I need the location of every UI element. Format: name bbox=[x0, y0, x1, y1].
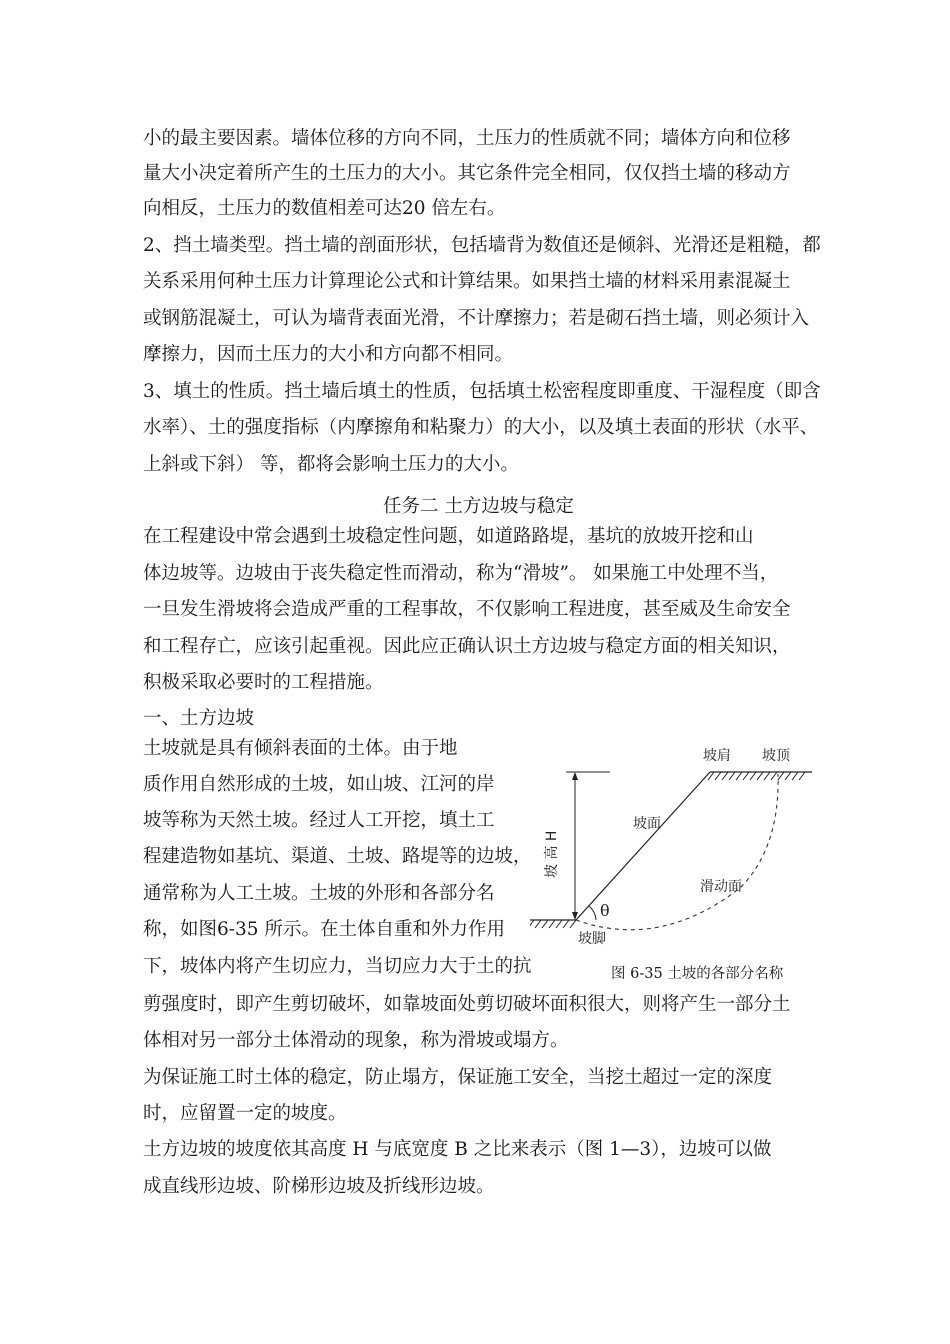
paragraph-line: 时，应留置一定的坡度。 bbox=[143, 1103, 347, 1124]
paragraph-line: 向相反，土压力的数值相差可达20 倍左右。 bbox=[143, 198, 506, 219]
paragraph-line: 3、填土的性质。挡土墙后填土的性质，包括填土松密程度即重度、干湿程度（即含 bbox=[143, 381, 821, 402]
paragraph-line: 摩擦力，因而土压力的大小和方向都不相同。 bbox=[143, 344, 514, 365]
intro-line: 体边坡等。边坡由于丧失稳定性而滑动，称为“滑坡”。 如果施工中处理不当， bbox=[143, 563, 779, 584]
wrapped-line: 下，坡体内将产生切应力，当切应力大于土的抗 bbox=[143, 956, 532, 977]
height-arrow-top bbox=[572, 772, 578, 780]
crest-hatching bbox=[708, 772, 805, 780]
wrapped-line: 坡等称为天然土坡。经过人工开挖，填土工 bbox=[143, 810, 495, 831]
slope-diagram bbox=[530, 738, 820, 956]
figure-caption: 图 6-35 土坡的各部分名称 bbox=[611, 966, 784, 982]
wrapped-line: 程建造物如基坑、渠道、土坡、路堤等的边坡， bbox=[143, 846, 532, 867]
paragraph-line: 成直线形边坡、阶梯形边坡及折线形边坡。 bbox=[143, 1176, 495, 1197]
angle-label: θ bbox=[600, 901, 610, 920]
paragraph-line: 为保证施工时土体的稳定，防止塌方，保证施工安全，当挖土超过一定的深度 bbox=[143, 1067, 773, 1088]
wrapped-line: 称，如图6-35 所示。在土体自重和外力作用 bbox=[143, 919, 505, 940]
section-title: 一、土方边坡 bbox=[143, 708, 255, 729]
toe-hatching bbox=[530, 920, 576, 928]
wrapped-line: 土坡就是具有倾斜表面的土体。由于地 bbox=[143, 738, 458, 759]
wrapped-line: 质作用自然形成的土坡，如山坡、江河的岸 bbox=[143, 774, 495, 795]
angle-arc bbox=[589, 906, 596, 920]
shoulder-label: 坡肩 bbox=[703, 748, 731, 764]
slip-surface-label: 滑动面 bbox=[700, 879, 742, 895]
paragraph-line: 体相对另一部分土体滑动的现象，称为滑坡或塌方。 bbox=[143, 1030, 569, 1051]
paragraph-line: 水率）、土的强度指标（内摩擦角和粘聚力）的大小，以及填土表面的形状（水平、 bbox=[143, 417, 819, 438]
paragraph-line: 量大小决定着所产生的土压力的大小。其它条件完全相同，仅仅挡土墙的移动方 bbox=[143, 163, 791, 184]
crest-top-label: 坡顶 bbox=[762, 748, 790, 764]
paragraph-line: 土方边坡的坡度依其高度 H 与底宽度 B 之比来表示（图 1—3），边坡可以做 bbox=[143, 1139, 772, 1160]
paragraph-line: 或钢筋混凝土，可认为墙背表面光滑，不计摩擦力；若是砌石挡土墙，则必须计入 bbox=[143, 308, 810, 329]
task-heading: 任务二 土方边坡与稳定 bbox=[383, 496, 574, 517]
paragraph-line: 2、挡土墙类型。挡土墙的剖面形状，包括墙背为数值还是倾斜、光滑还是粗糙，都 bbox=[143, 235, 821, 256]
slope-face-line bbox=[576, 772, 710, 920]
paragraph-line: 上斜或下斜） 等，都将会影响土压力的大小。 bbox=[143, 454, 519, 475]
paragraph-line: 剪强度时，即产生剪切破坏，如靠坡面处剪切破坏面积很大，则将产生一部分土 bbox=[143, 994, 791, 1015]
paragraph-line: 关系采用何种土压力计算理论公式和计算结果。如果挡土墙的材料采用素混凝土 bbox=[143, 271, 791, 292]
toe-label: 坡脚 bbox=[578, 931, 606, 947]
intro-line: 积极采取必要时的工程措施。 bbox=[143, 672, 384, 693]
intro-line: 一旦发生滑坡将会造成严重的工程事故，不仅影响工程进度，甚至威及生命安全 bbox=[143, 599, 791, 620]
intro-line: 和工程存亡，应该引起重视。因此应正确认识土方边坡与稳定方面的相关知识， bbox=[143, 636, 791, 657]
intro-line: 在工程建设中常会遇到土坡稳定性问题，如道路路堤，基坑的放坡开挖和山 bbox=[143, 526, 754, 547]
paragraph-line: 小的最主要因素。墙体位移的方向不同，土压力的性质就不同；墙体方向和位移 bbox=[143, 128, 791, 149]
height-label: 坡 高 H bbox=[544, 830, 560, 878]
slope-face-label: 坡面 bbox=[633, 816, 661, 832]
wrapped-line: 通常称为人工土坡。土坡的外形和各部分名 bbox=[143, 883, 495, 904]
